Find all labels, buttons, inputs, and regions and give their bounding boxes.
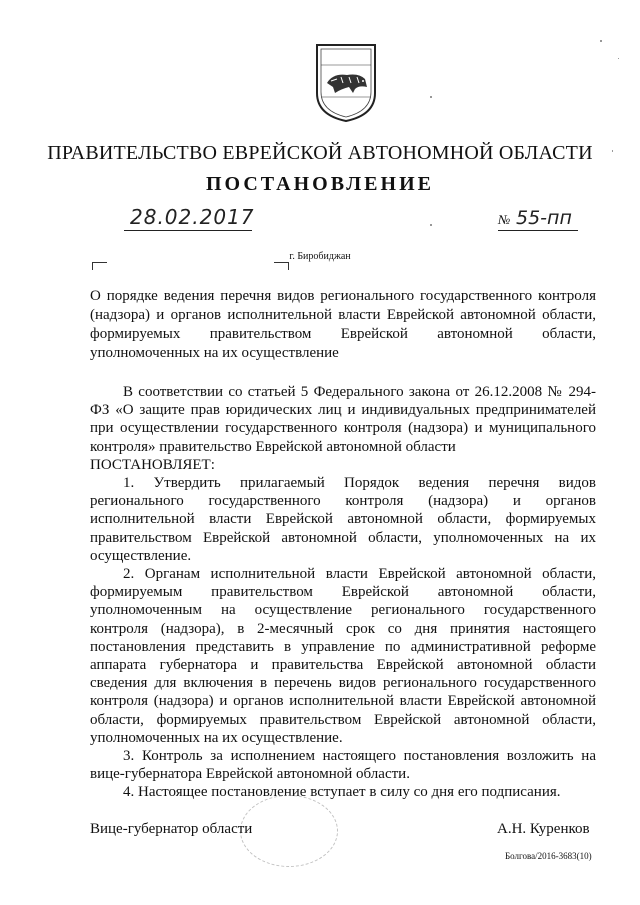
item-paragraph-1: 1. Утвердить прилагаемый Порядок ведения перечня видов регионального государственного контроля (надзора) и органов исполнительной власти Еврейской автономной области, формируемых правительством Еврейской автономной области, уполномоченных на их осуществление. <box>90 475 596 564</box>
official-stamp <box>240 795 338 867</box>
subject-bracket-left <box>92 262 107 270</box>
document-date-field <box>124 205 255 231</box>
document-type-title: ПОСТАНОВЛЕНИЕ <box>206 173 434 195</box>
preamble-paragraph: В соответствии со статьей 5 Федерального закона от 26.12.2008 № 294-ФЗ «О защите прав юридических лиц и индивидуальных предпринимателей при осуществлении государственного контроля (надзора) и муниципального контроля» правительство Еврейской автономной области <box>90 384 596 455</box>
signatory-name: А.Н. Куренков <box>497 821 590 837</box>
document-body <box>90 383 596 802</box>
document-number: 55-пп <box>516 207 572 229</box>
scan-speck <box>600 40 602 42</box>
document-number-field <box>498 205 578 231</box>
item-paragraph-3: 3. Контроль за исполнением настоящего постановления возложить на вице-губернатора Еврейской автономной области. <box>90 748 596 783</box>
item-paragraph-2: 2. Органам исполнительной власти Еврейской автономной области, формируемым правительством Еврейской автономной области, уполномоченным на осуществление регионального государственного контроля (надзора), в 2-месячный срок со дня принятия настоящего постановления представить в управление по административной реформе аппарата губернатора и правительства Еврейской автономной области сведения для включения в перечень видов регионального государственного контроля (надзора) и органов исполнительной власти Еврейской автономной области, формируемых правительством Еврейской автономной области, уполномоченных на их осуществление. <box>90 566 596 746</box>
scan-speck <box>618 58 619 59</box>
document-date: 28.02.2017 <box>130 205 255 229</box>
executor-reference: Болгова/2016-3683(10) <box>505 851 592 861</box>
number-sign: № <box>498 212 511 227</box>
scan-speck <box>430 96 432 98</box>
scan-speck <box>612 150 613 152</box>
city-label: г. Биробиджан <box>289 251 351 262</box>
item-paragraph-4: 4. Настоящее постановление вступает в силу со дня его подписания. <box>123 784 561 801</box>
subject-bracket-right <box>274 262 289 270</box>
document-subject: О порядке ведения перечня видов регионального государственного контроля (надзора) и органов исполнительной власти Еврейской автономной области, формируемых правительством Еврейской автономной области, уполномоченных на их осуществление <box>90 288 596 361</box>
decree-word: ПОСТАНОВЛЯЕТ: <box>90 456 215 473</box>
coat-of-arms-emblem <box>313 43 379 123</box>
scan-speck <box>430 224 432 226</box>
signatory-title: Вице-губернатор области <box>90 821 253 837</box>
government-title: ПРАВИТЕЛЬСТВО ЕВРЕЙСКОЙ АВТОНОМНОЙ ОБЛАСТИ <box>47 142 593 164</box>
